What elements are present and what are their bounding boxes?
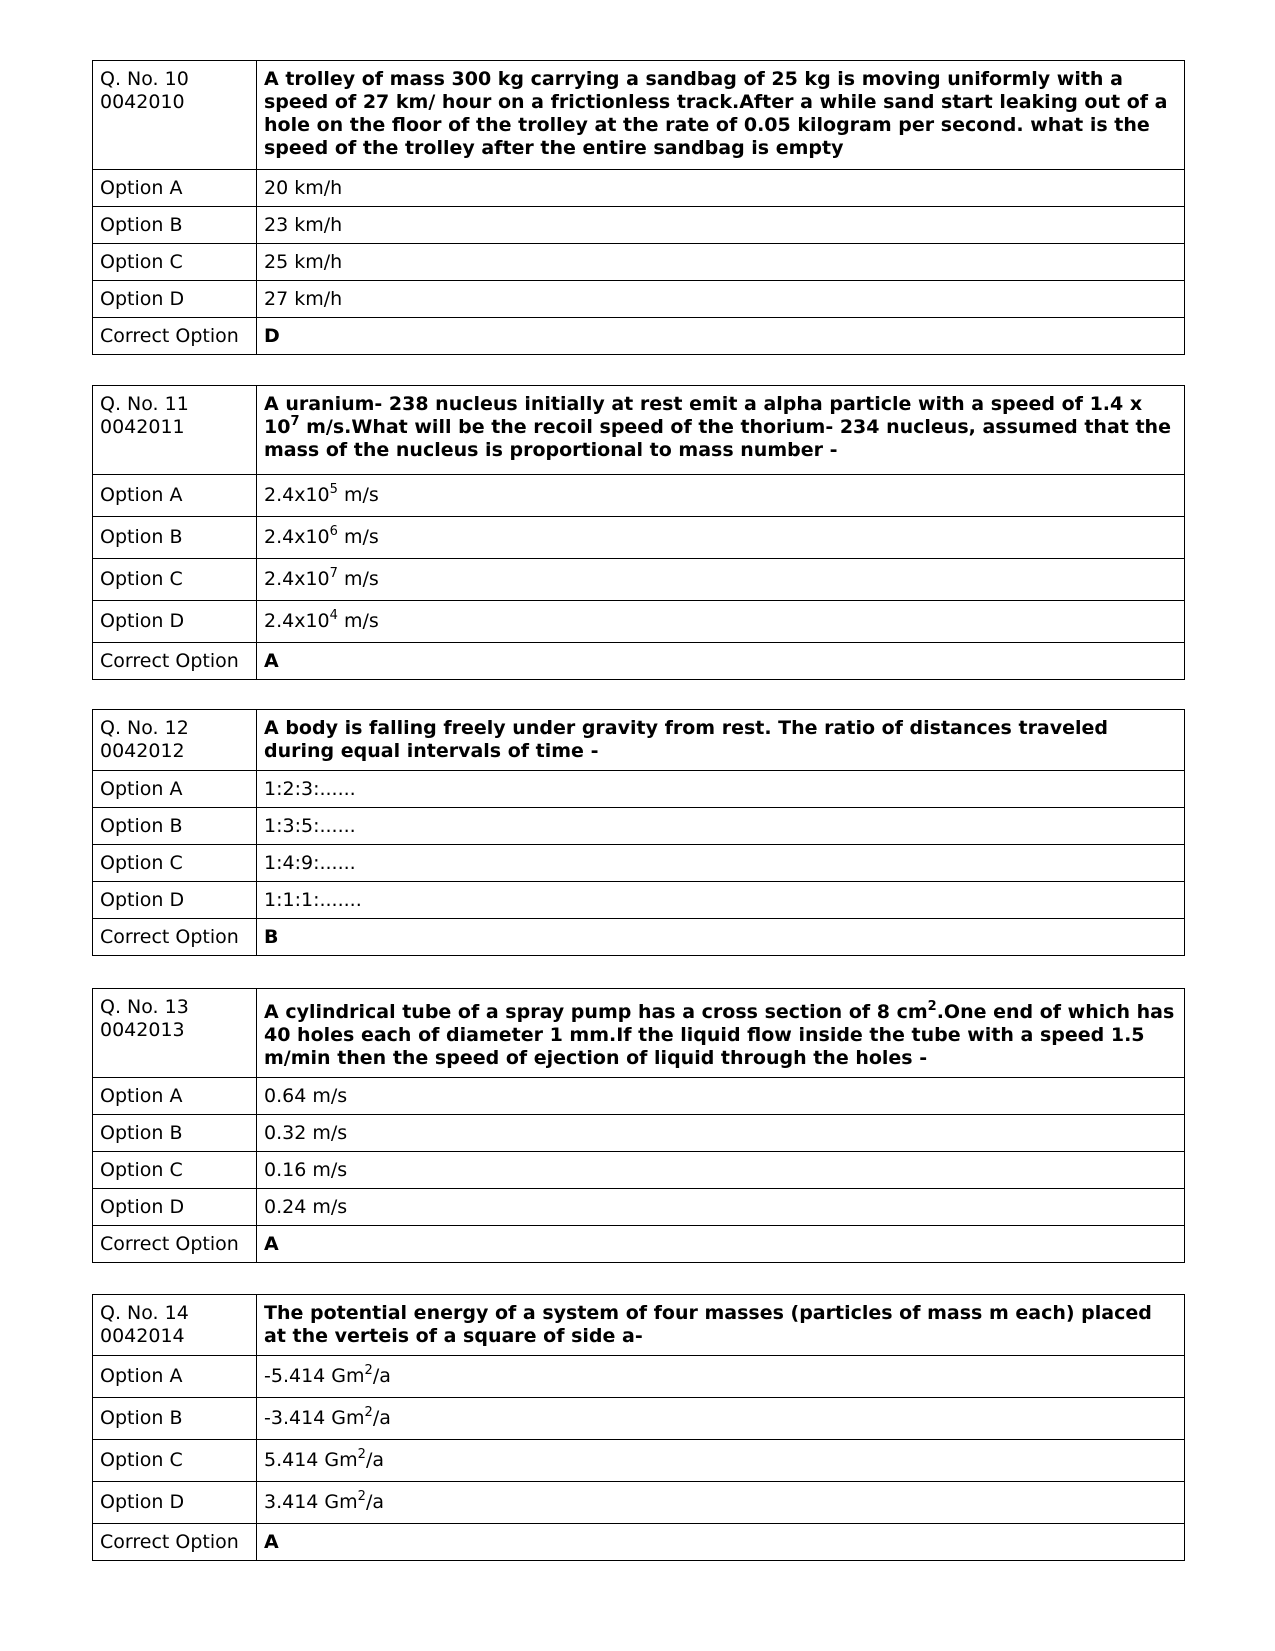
question-number: Q. No. 13 <box>100 996 189 1018</box>
option-label: Option C <box>93 559 257 601</box>
question-table-10 <box>92 60 1185 355</box>
option-label: Option B <box>93 517 257 559</box>
option-label: Option C <box>93 244 257 281</box>
option-value: $2.4x10^5$ m/s <box>257 475 1185 517</box>
correct-option-label: Correct Option <box>93 643 257 680</box>
option-label: Option B <box>93 207 257 244</box>
question-code: 0042012 <box>100 740 185 762</box>
option-label: Option D <box>93 601 257 643</box>
option-label: Option C <box>93 1152 257 1189</box>
option-label: Option B <box>93 1398 257 1440</box>
option-value: $2.4x10^4$ m/s <box>257 601 1185 643</box>
option-value: 0.16 m/s <box>257 1152 1185 1189</box>
option-value: 23 km/h <box>257 207 1185 244</box>
option-value: -5.414 Gm$^2$/a <box>257 1356 1185 1398</box>
correct-option-label: Correct Option <box>93 1226 257 1263</box>
correct-option-value: A <box>257 1524 1185 1561</box>
option-value: $2.4x10^7$ m/s <box>257 559 1185 601</box>
option-value: 0.24 m/s <box>257 1189 1185 1226</box>
question-text: A uranium- 238 nucleus initially at rest emit a alpha particle with a speed of 1.4 x $10^7$ m/s.What will be the recoil speed of the thorium- 234 nucleus, assumed that the mass of the nucleus is proportional to mass number - <box>257 386 1185 475</box>
question-number: Q. No. 14 <box>100 1302 189 1324</box>
option-label: Option C <box>93 845 257 882</box>
question-code: 0042010 <box>100 91 185 113</box>
correct-option-value: D <box>257 318 1185 355</box>
correct-option-label: Correct Option <box>93 1524 257 1561</box>
option-value: 25 km/h <box>257 244 1185 281</box>
correct-option-value: A <box>257 1226 1185 1263</box>
question-text: The potential energy of a system of four masses (particles of mass m each) placed at the verteis of a square of side a- <box>257 1295 1185 1356</box>
correct-option-label: Correct Option <box>93 318 257 355</box>
question-text: A trolley of mass 300 kg carrying a sandbag of 25 kg is moving uniformly with a speed of 27 km/ hour on a frictionless track.After a while sand start leaking out of a hole on the floor of the trolley at the rate of 0.05 kilogram per second. what is the speed of the trolley after the entire sandbag is empty <box>257 61 1185 170</box>
correct-option-value: B <box>257 919 1185 956</box>
question-text: A body is falling freely under gravity from rest. The ratio of distances traveled during equal intervals of time - <box>257 710 1185 771</box>
option-label: Option D <box>93 882 257 919</box>
question-number-cell <box>93 989 257 1078</box>
option-label: Option B <box>93 808 257 845</box>
question-table-12 <box>92 709 1185 956</box>
option-value: 20 km/h <box>257 170 1185 207</box>
option-value: $2.4x10^6$ m/s <box>257 517 1185 559</box>
option-value: 1:4:9:...... <box>257 845 1185 882</box>
option-label: Option D <box>93 1482 257 1524</box>
question-table-13 <box>92 988 1185 1263</box>
question-code: 0042013 <box>100 1019 185 1041</box>
question-number: Q. No. 11 <box>100 393 189 415</box>
question-number: Q. No. 10 <box>100 68 189 90</box>
option-value: 1:1:1:....... <box>257 882 1185 919</box>
correct-option-value: A <box>257 643 1185 680</box>
option-label: Option A <box>93 771 257 808</box>
option-label: Option A <box>93 475 257 517</box>
option-label: Option A <box>93 1356 257 1398</box>
question-number: Q. No. 12 <box>100 717 189 739</box>
option-label: Option D <box>93 281 257 318</box>
option-value: -3.414 Gm$^2$/a <box>257 1398 1185 1440</box>
option-value: 1:2:3:...... <box>257 771 1185 808</box>
question-code: 0042014 <box>100 1325 185 1347</box>
option-label: Option D <box>93 1189 257 1226</box>
question-number-cell <box>93 710 257 771</box>
option-label: Option A <box>93 1078 257 1115</box>
question-code: 0042011 <box>100 416 185 438</box>
option-value: 5.414 Gm$^2$/a <box>257 1440 1185 1482</box>
option-label: Option B <box>93 1115 257 1152</box>
option-value: 0.64 m/s <box>257 1078 1185 1115</box>
option-value: 0.32 m/s <box>257 1115 1185 1152</box>
correct-option-label: Correct Option <box>93 919 257 956</box>
question-text: A cylindrical tube of a spray pump has a cross section of 8 $cm^2.One$ end of which has 40 holes each of diameter 1 mm.If the liquid flow inside the tube with a speed 1.5 m/min then the speed of ejection of liquid through the holes - <box>257 989 1185 1078</box>
option-value: 27 km/h <box>257 281 1185 318</box>
option-label: Option A <box>93 170 257 207</box>
option-label: Option C <box>93 1440 257 1482</box>
option-value: 1:3:5:...... <box>257 808 1185 845</box>
question-number-cell <box>93 386 257 475</box>
question-table-14 <box>92 1294 1185 1561</box>
question-table-11 <box>92 385 1185 680</box>
option-value: 3.414 Gm$^2$/a <box>257 1482 1185 1524</box>
question-number-cell <box>93 61 257 170</box>
question-number-cell <box>93 1295 257 1356</box>
